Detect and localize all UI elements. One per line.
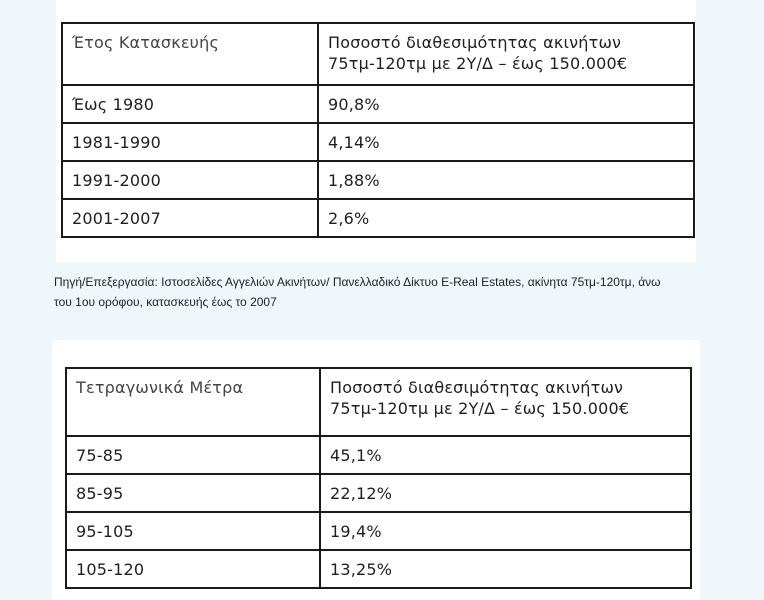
table-row [62, 85, 694, 123]
row-value: 19,4% [320, 512, 691, 550]
row-label: 1991-2000 [62, 161, 318, 199]
row-label: 75-85 [66, 436, 320, 474]
table-row [62, 199, 694, 237]
table-header-row [62, 23, 694, 85]
column-header-availability-line1: Ποσοστό διαθεσιμότητας ακινήτων [330, 378, 624, 397]
row-value: 1,88% [318, 161, 694, 199]
column-header-square-meters: Τετραγωνικά Μέτρα [66, 368, 320, 436]
availability-by-construction-year-table [61, 22, 695, 238]
row-value: 90,8% [318, 85, 694, 123]
row-label: 105-120 [66, 550, 320, 588]
row-value: 13,25% [320, 550, 691, 588]
row-label: Έως 1980 [62, 85, 318, 123]
table-row [66, 550, 691, 588]
column-header-construction-year: Έτος Κατασκευής [62, 23, 318, 85]
column-header-availability [320, 368, 691, 436]
row-label: 1981-1990 [62, 123, 318, 161]
row-value: 45,1% [320, 436, 691, 474]
table-card-square-meters [52, 340, 700, 600]
row-label: 2001-2007 [62, 199, 318, 237]
table-row [62, 123, 694, 161]
row-label: 85-95 [66, 474, 320, 512]
row-label: 95-105 [66, 512, 320, 550]
row-value: 2,6% [318, 199, 694, 237]
row-value: 22,12% [320, 474, 691, 512]
source-note-line2: του 1ου ορόφου, κατασκευής έως το 2007 [54, 295, 277, 309]
table-card-construction-year [56, 0, 696, 262]
table-header-row [66, 368, 691, 436]
source-note [54, 272, 704, 312]
availability-by-square-meters-table [65, 367, 692, 589]
row-value: 4,14% [318, 123, 694, 161]
table-row [62, 161, 694, 199]
table-row [66, 474, 691, 512]
column-header-availability [318, 23, 694, 85]
column-header-availability-line2: 75τμ-120τμ με 2Υ/Δ – έως 150.000€ [328, 54, 628, 73]
source-note-line1: Πηγή/Επεξεργασία: Ιστοσελίδες Αγγελιών Ακινήτων/ Πανελλαδικό Δίκτυο E-Real Estates, ακίνητα 75τμ-120τμ, άνω [54, 275, 661, 289]
column-header-availability-line1: Ποσοστό διαθεσιμότητας ακινήτων [328, 33, 622, 52]
table-row [66, 512, 691, 550]
column-header-availability-line2: 75τμ-120τμ με 2Υ/Δ – έως 150.000€ [330, 399, 630, 418]
table-row [66, 436, 691, 474]
